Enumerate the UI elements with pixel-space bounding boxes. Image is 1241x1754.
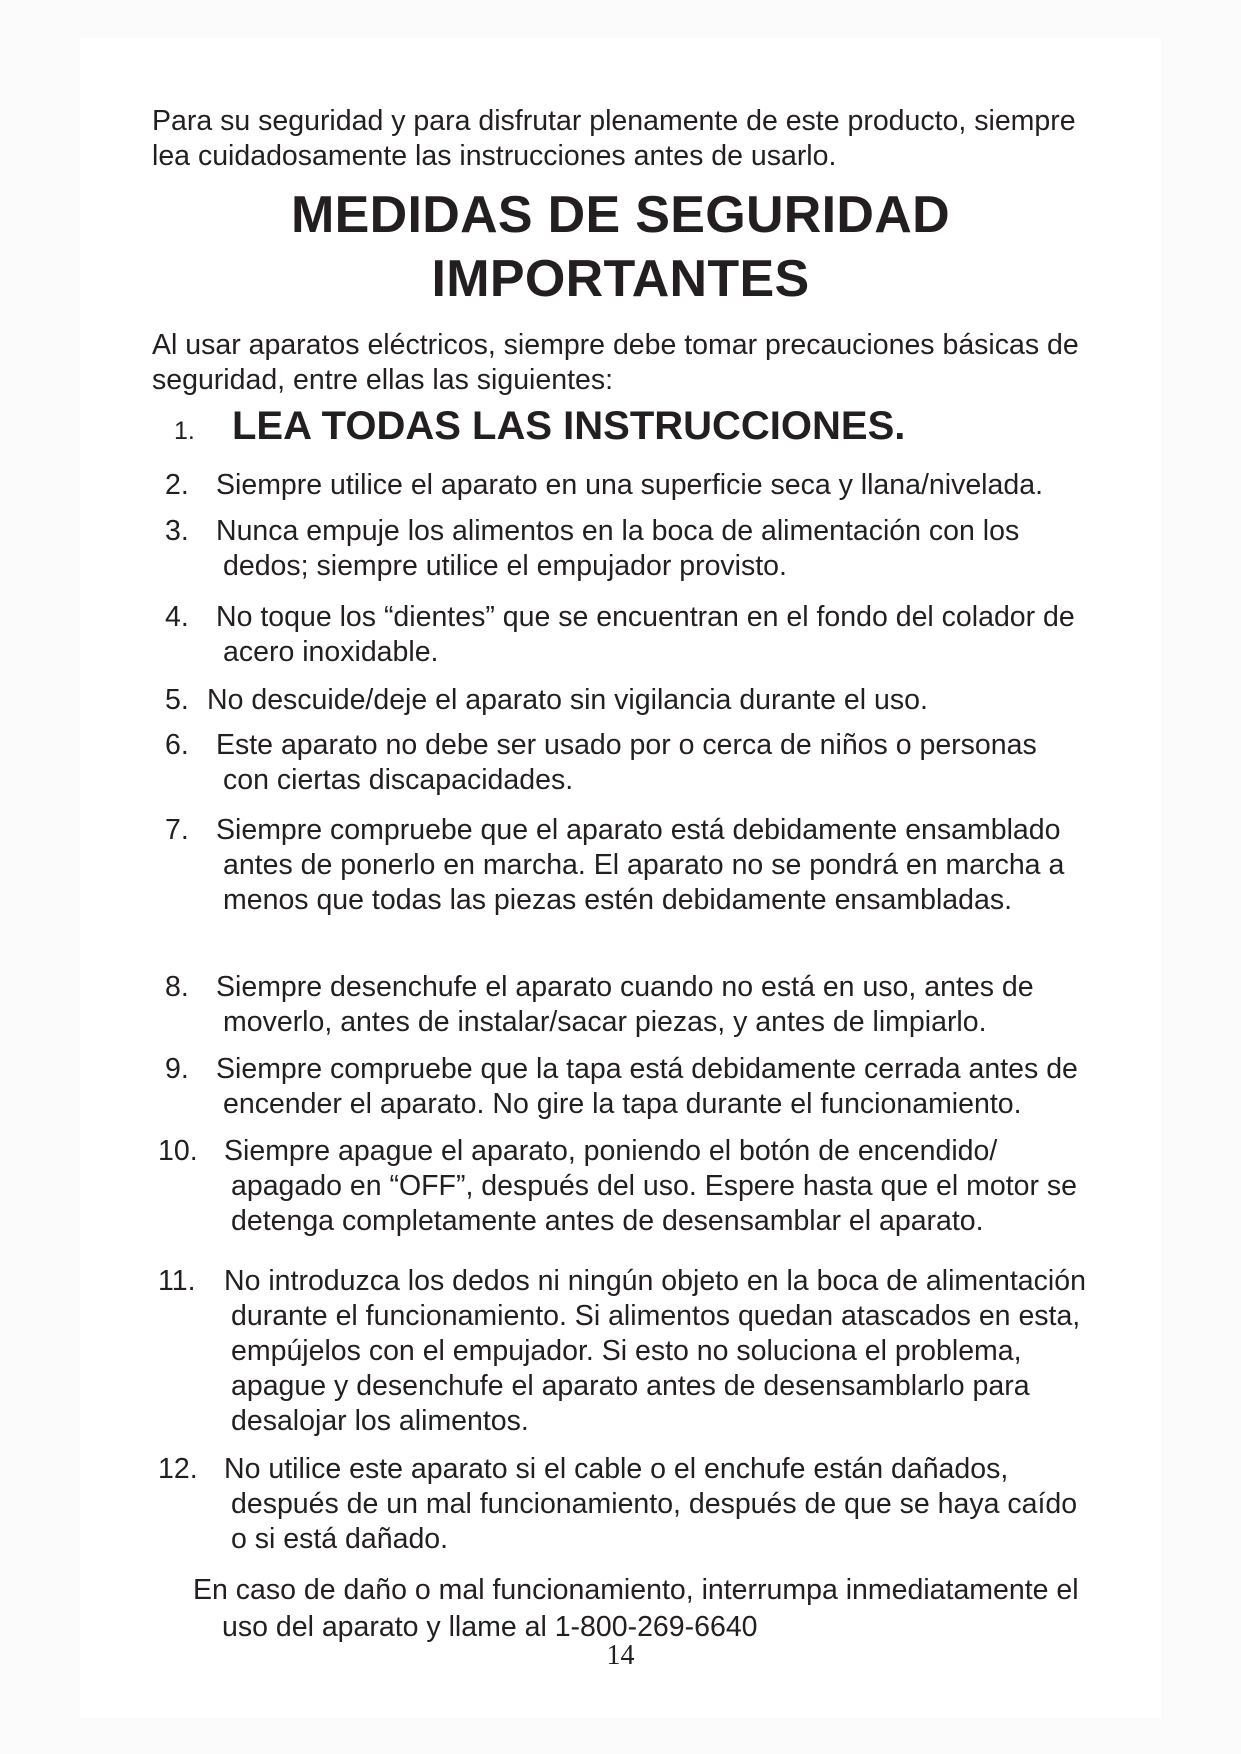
list-item-number: 11. [158,1265,196,1297]
list-item-number: 3. [165,515,189,547]
list-item-heading: LEA TODAS LAS INSTRUCCIONES. [232,404,906,448]
page-title-line-2: IMPORTANTES [431,250,810,308]
intro-paragraph: Para su seguridad y para disfrutar plenamente de este producto, siempre lea cuidadosamente las instrucciones antes de usarlo. [152,105,1076,172]
page-number: 14 [606,1640,635,1671]
closing-paragraph: En caso de daño o mal funcionamiento, interrumpa inmediatamente el uso del aparato y llame al 1-800-269-6640 [193,1574,1079,1643]
lead-paragraph: Al usar aparatos eléctricos, siempre debe tomar precauciones básicas de seguridad, entre ellas las siguientes: [152,329,1079,396]
list-item-text: No descuide/deje el aparato sin vigilancia durante el uso. [207,684,928,716]
list-item-text: Siempre compruebe que el aparato está debidamente ensamblado antes de ponerlo en marcha. El aparato no se pondrá en marcha a menos que todas las piezas estén debidamente ensambladas. [216,814,1065,916]
list-item-number: 5. [165,684,189,716]
list-item-number: 1. [174,417,195,445]
list-item-text: No utilice este aparato si el cable o el enchufe están dañados, después de un mal funcionamiento, después de que se haya caído o si está dañado. [224,1453,1078,1555]
list-item-text: No introduzca los dedos ni ningún objeto en la boca de alimentación durante el funcionamiento. Si alimentos quedan atascados en esta, empújelos con el empujador. Si esto no soluciona el problema, apague y desenchufe el aparato antes de desensamblarlo para desalojar los alimentos. [224,1265,1086,1437]
list-item-number: 6. [165,729,189,761]
list-item-text: Siempre apague el aparato, poniendo el botón de encendido/ apagado en “OFF”, después del uso. Espere hasta que el motor se detenga completamente antes de desensamblar el aparato. [224,1135,1077,1237]
page-title-line-1: MEDIDAS DE SEGURIDAD [291,186,950,244]
list-item-text: Este aparato no debe ser usado por o cerca de niños o personas con ciertas discapacidades. [216,729,1037,796]
list-item-number: 2. [165,469,189,501]
list-item-number: 8. [165,971,189,1003]
list-item-number: 10. [158,1135,198,1167]
list-item-text: Nunca empuje los alimentos en la boca de alimentación con los dedos; siempre utilice el empujador provisto. [216,515,1020,582]
list-item-number: 12. [158,1453,198,1485]
list-item-number: 4. [165,601,189,633]
list-item-text: Siempre desenchufe el aparato cuando no está en uso, antes de moverlo, antes de instalar/sacar piezas, y antes de limpiarlo. [216,971,1034,1038]
list-item-text: Siempre utilice el aparato en una superficie seca y llana/nivelada. [216,469,1043,501]
list-item-text: No toque los “dientes” que se encuentran en el fondo del colador de acero inoxidable. [216,601,1075,668]
list-item-text: Siempre compruebe que la tapa está debidamente cerrada antes de encender el aparato. No gire la tapa durante el funcionamiento. [216,1053,1078,1120]
list-item-number: 9. [165,1053,189,1085]
list-item-number: 7. [165,814,189,846]
